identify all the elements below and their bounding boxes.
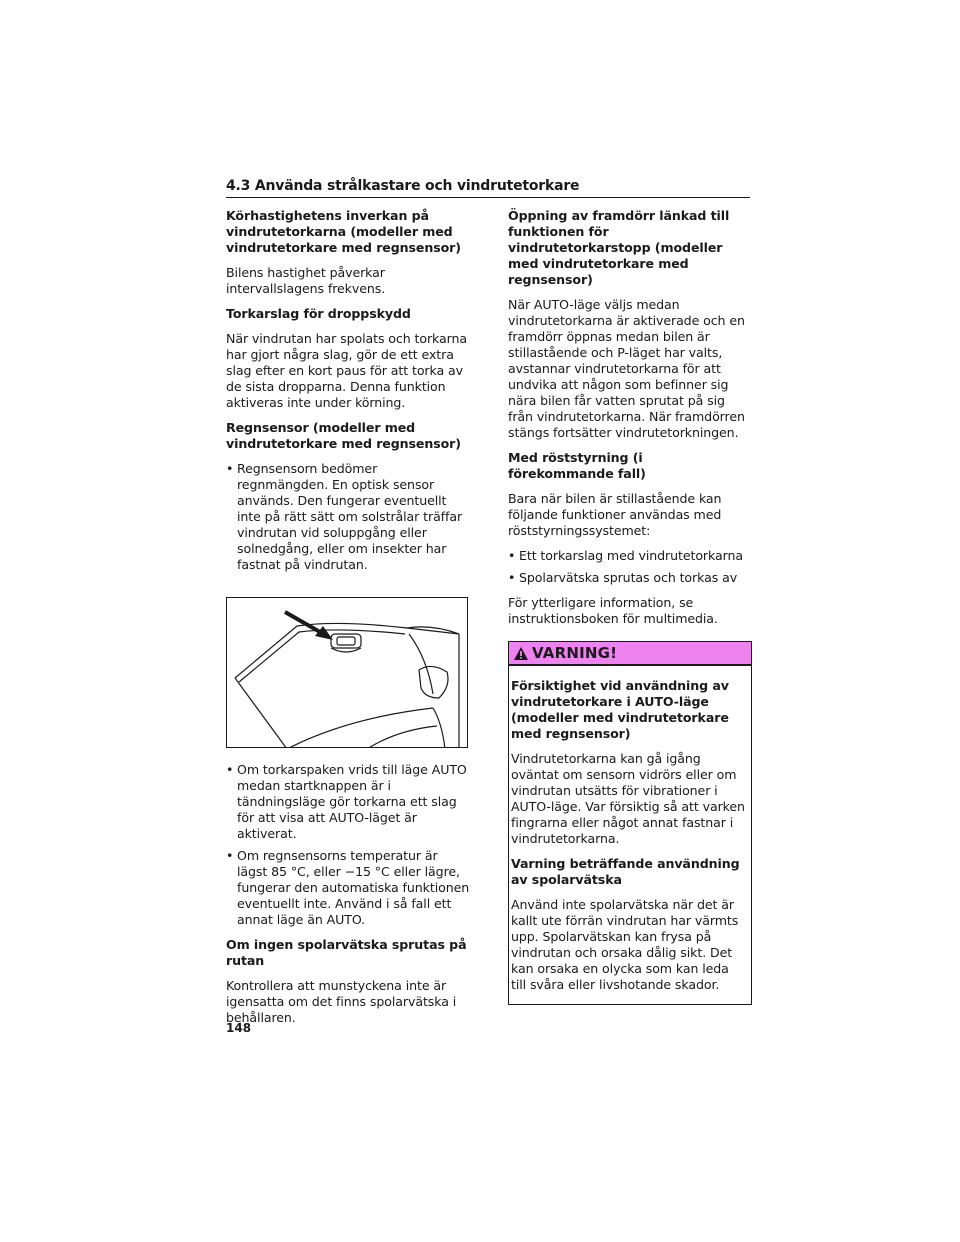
left-column [226, 208, 470, 1035]
heading-washer-warning: Varning beträffande användning av spolarvätska [511, 856, 740, 887]
list-item: • Spolarvätska sprutas och torkas av [508, 570, 752, 586]
windshield-left-edge [235, 678, 287, 748]
windshield-sensor-drawing [227, 598, 468, 748]
paragraph-door-linked-stop: När AUTO-läge väljs medan vindrutetorkarna är aktiverade och en framdörr öppnas medan bilen är stillastående och P-läget har valts, avstannar vindrutetorkarna för att undvika att någon som befinner sig nära bilen får vatten sprutat på sig från vindrutetorkarna. När framdörren stängs fortsätter vindrutetorkningen. [508, 297, 745, 440]
heading-drip-wipe: Torkarslag för droppskydd [226, 306, 411, 321]
warning-body [509, 666, 751, 1004]
heading-voice-control: Med röststyrning (i förekommande fall) [508, 450, 646, 481]
list-item: • Om regnsensorns temperatur är lägst 85 °C, eller −15 °C eller lägre, fungerar den automatiska funktionen eventuellt inte. Använd i så fall ett annat läge än AUTO. [226, 848, 470, 928]
list-item: • Om torkarspaken vrids till läge AUTO medan startknappen är i tändningsläge gör torkarna ett slag för att visa att AUTO-läget är aktiverat. [226, 762, 470, 842]
heading-rain-sensor: Regnsensor (modeller med vindrutetorkare med regnsensor) [226, 420, 461, 451]
windshield-inner-edge [239, 630, 405, 682]
rain-sensor-illustration [226, 597, 468, 748]
arrow-head [315, 626, 333, 640]
heading-auto-caution: Försiktighet vid användning av vindrutetorkare i AUTO-läge (modeller med vindrutetorkare med regnsensor) [511, 678, 729, 741]
auto-mode-list [226, 762, 470, 928]
side-mirror [419, 666, 448, 698]
fender-line [433, 708, 445, 748]
sensor-lens [337, 637, 355, 645]
heading-door-linked-stop: Öppning av framdörr länkad till funktionen för vindrutetorkarstopp (modeller med vindrutetorkare med regnsensor) [508, 208, 730, 287]
list-item: • Ett torkarslag med vindrutetorkarna [508, 548, 752, 564]
paragraph-auto-caution: Vindrutetorkarna kan gå igång oväntat om sensorn vidrörs eller om vindrutan utsätts för vibrationer i AUTO-läge. Var försiktig så att varken fingrarna eller något annat fastnar i vindrutetorkarna. [511, 751, 745, 846]
windshield-top-edge [235, 623, 459, 678]
paragraph-voice-control: Bara när bilen är stillastående kan följande funktioner användas med röststyrningssystemet: [508, 491, 722, 538]
sensor-housing [331, 634, 361, 648]
paragraph-more-info: För ytterligare information, se instruktionsboken för multimedia. [508, 595, 718, 626]
warning-title: VARNING! [532, 644, 618, 662]
warning-triangle-icon [513, 646, 529, 661]
voice-control-list [508, 548, 752, 586]
list-item: • Regnsensorn bedömer regnmängden. En optisk sensor används. Den fungerar eventuellt inte på rätt sätt om solstrålar träffar vindrutan vid soluppgång eller solnedgång, eller om insekter har fastnat på vindrutan. [226, 461, 470, 573]
paragraph-drip-wipe: När vindrutan har spolats och torkarna har gjort några slag, gör de ett extra slag efter en kort paus för att torka av de sista dropparna. Denna funktion aktiveras inte under körning. [226, 331, 467, 410]
paragraph-washer-warning: Använd inte spolarvätska när det är kallt ute förrän vindrutan har värmts upp. Spolarvätskan kan frysa på vindrutan och orsaka dålig sikt. Det kan orsaka en olycka som kan leda till svåra eller livshotande skador. [511, 897, 739, 992]
heading-speed-effect: Körhastighetens inverkan på vindrutetorkarna (modeller med vindrutetorkare med regnsensor) [226, 208, 461, 255]
page-number: 148 [226, 1021, 252, 1035]
paragraph-no-washer-fluid: Kontrollera att munstyckena inte är igensatta om det finns spolarvätska i behållaren. [226, 978, 457, 1025]
paragraph-speed-effect: Bilens hastighet påverkar intervallslagens frekvens. [226, 265, 386, 296]
rain-sensor-list [226, 461, 470, 573]
section-header: 4.3 Använda strålkastare och vindrutetorkare [226, 178, 750, 198]
hood-crease [367, 726, 437, 748]
warning-box [508, 641, 752, 1005]
heading-no-washer-fluid: Om ingen spolarvätska sprutas på rutan [226, 937, 467, 968]
hood-line [287, 708, 433, 748]
warning-header [509, 642, 751, 666]
right-column [508, 208, 752, 1005]
